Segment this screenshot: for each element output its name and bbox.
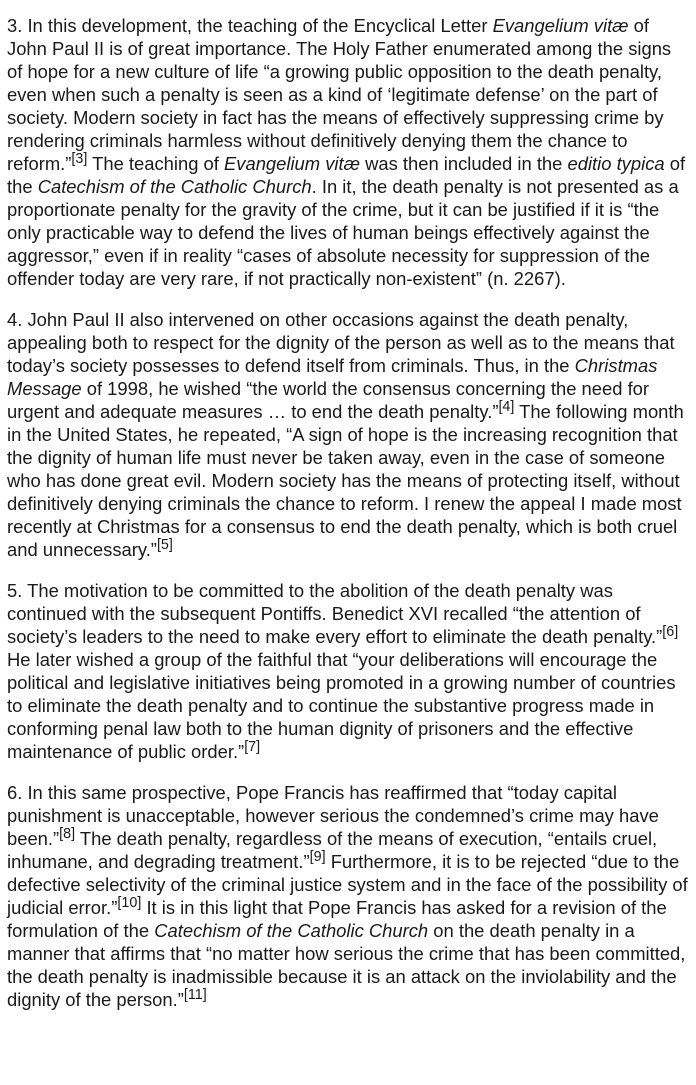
text-run: 3. In this development, the teaching of the Encyclical Letter xyxy=(7,15,493,36)
italic-title: editio typica xyxy=(567,153,665,174)
footnote-ref: [10] xyxy=(117,894,142,911)
footnote-ref: [7] xyxy=(244,738,261,755)
text-run: 4. John Paul II also intervened on other occasions against the death penalty, appealing both to respect for the dignity of the person as well as to the means that today’s society possesses to defend itself from criminals. Thus, in the xyxy=(7,309,675,376)
paragraph-3 xyxy=(7,14,691,290)
text-run: . In it, the death penalty is not presented as a proportionate penalty for the gravity of the crime, but it can be justified if it is “the only practicable way to defend the lives of human beings effectively against the aggressor,” even if in reality “cases of absolute necessity for suppression of the offender today are very rare, if not practically non-existent” (n. 2267). xyxy=(7,176,679,289)
text-run: on the death penalty in a manner that affirms that “no matter how serious the crime that has been committed, the death penalty is inadmissible because it is an attack on the inviolability and the dignity of the person.” xyxy=(7,920,686,1010)
text-run: of the xyxy=(7,153,686,197)
footnote-ref: [4] xyxy=(498,398,515,415)
text-run: 5. The motivation to be committed to the abolition of the death penalty was continued with the subsequent Pontiffs. Benedict XVI recalled “the attention of society’s leaders to the need to make every effort to eliminate the death penalty.” xyxy=(7,580,663,647)
footnote-ref: [9] xyxy=(309,848,326,865)
italic-title: Catechism of the Catholic Church xyxy=(154,920,429,941)
italic-title: Evangelium vitæ xyxy=(492,15,629,36)
text-run: He later wished a group of the faithful that “your deliberations will encourage the political and legislative initiatives being promoted in a growing number of countries to eliminate the death penalty and to continue the substantive progress made in conforming penal law both to the human dignity of prisoners and the effective maintenance of public order.” xyxy=(7,649,676,762)
text-run: It is in this light that Pope Francis has asked for a revision of the formulation of the xyxy=(7,897,667,941)
text-run: The teaching of xyxy=(87,153,224,174)
italic-title: Evangelium vitæ xyxy=(224,153,360,174)
text-run: The following month in the United States, he repeated, “A sign of hope is the increasing recognition that the dignity of human life must never be taken away, even in the case of someone who has done great evil. Modern society has the means of protecting itself, without definitively denying criminals the chance to reform. I renew the appeal I made most recently at Christmas for a consensus to end the death penalty, which is both cruel and unnecessary.” xyxy=(7,401,684,560)
footnote-ref: [8] xyxy=(59,825,76,842)
text-run: Furthermore, it is to be rejected “due to the defective selectivity of the criminal justice system and in the face of the possibility of judicial error.” xyxy=(7,851,688,918)
footnote-ref: [11] xyxy=(183,986,207,1003)
text-run: of John Paul II is of great importance. The Holy Father enumerated among the signs of hope for a new culture of life “a growing public opposition to the death penalty, even when such a penalty is seen as a kind of ‘legitimate defense’ on the part of society. Modern society in fact has the means of effectively suppressing crime by rendering criminals harmless without definitively denying them the chance to reform.” xyxy=(7,15,672,174)
text-run: of 1998, he wished “the world the consensus concerning the need for urgent and adequate measures … to end the death penalty.” xyxy=(7,378,650,422)
footnote-ref: [3] xyxy=(71,150,88,167)
footnote-ref: [6] xyxy=(662,623,679,640)
text-run: was then included in the xyxy=(359,153,568,174)
paragraph-6 xyxy=(7,781,691,1011)
text-run: The death penalty, regardless of the means of execution, “entails cruel, inhumane, and degrading treatment.” xyxy=(7,828,658,872)
paragraph-4 xyxy=(7,308,691,561)
footnote-ref: [5] xyxy=(156,536,173,553)
text-run: 6. In this same prospective, Pope Francis has reaffirmed that “today capital punishment is unacceptable, however serious the condemned’s crime may have been.” xyxy=(7,782,659,849)
paragraph-5 xyxy=(7,579,691,763)
italic-title: Christmas Message xyxy=(7,355,658,399)
italic-title: Catechism of the Catholic Church xyxy=(37,176,312,197)
